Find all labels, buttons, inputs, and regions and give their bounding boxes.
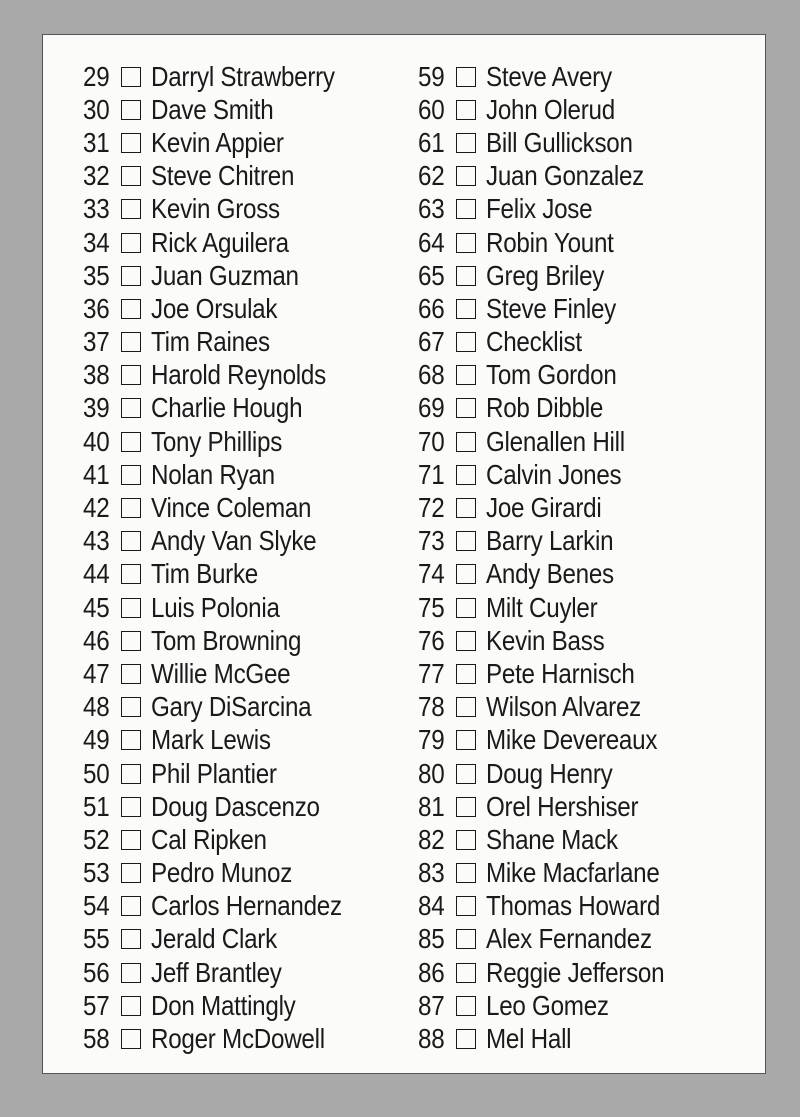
checkbox[interactable] <box>121 498 141 518</box>
checkbox[interactable] <box>456 498 476 518</box>
checklist-row <box>418 558 738 591</box>
checklist-row <box>83 757 403 790</box>
checklist-row <box>83 259 403 292</box>
card-number: 49 <box>83 724 110 756</box>
checklist-row <box>83 591 403 624</box>
checkbox[interactable] <box>456 332 476 352</box>
checkbox[interactable] <box>121 764 141 784</box>
checklist-row <box>83 724 403 757</box>
card-number: 61 <box>418 126 445 158</box>
checkbox[interactable] <box>121 863 141 883</box>
player-name: Joe Orsulak <box>151 292 278 324</box>
checklist-row <box>418 1022 738 1055</box>
checklist-card <box>42 34 766 1074</box>
card-number: 48 <box>83 691 110 723</box>
checklist-row <box>418 392 738 425</box>
checkbox[interactable] <box>121 1029 141 1049</box>
checklist-left-column <box>83 60 403 1056</box>
card-number: 84 <box>418 890 445 922</box>
card-number: 44 <box>83 558 110 590</box>
card-number: 83 <box>418 857 445 889</box>
checklist-row <box>83 624 403 657</box>
card-number: 35 <box>83 259 110 291</box>
player-name: Reggie Jefferson <box>486 956 665 988</box>
card-number: 76 <box>418 624 445 656</box>
checklist-row <box>418 193 738 226</box>
card-number: 43 <box>83 525 110 557</box>
checklist-row <box>418 923 738 956</box>
player-name: Kevin Gross <box>151 193 280 225</box>
player-name: Calvin Jones <box>486 458 622 490</box>
card-number: 71 <box>418 458 445 490</box>
player-name: Pedro Munoz <box>151 857 293 889</box>
checklist-row <box>418 458 738 491</box>
card-number: 86 <box>418 956 445 988</box>
checkbox[interactable] <box>121 299 141 319</box>
checkbox[interactable] <box>121 996 141 1016</box>
checkbox[interactable] <box>121 432 141 452</box>
card-number: 46 <box>83 624 110 656</box>
player-name: Barry Larkin <box>486 525 614 557</box>
card-number: 66 <box>418 292 445 324</box>
checkbox[interactable] <box>121 697 141 717</box>
player-name: Milt Cuyler <box>486 591 598 623</box>
card-number: 45 <box>83 591 110 623</box>
checklist-row <box>83 691 403 724</box>
checkbox[interactable] <box>456 266 476 286</box>
player-name: Harold Reynolds <box>151 359 326 391</box>
card-number: 78 <box>418 691 445 723</box>
checklist-row <box>418 757 738 790</box>
card-number: 53 <box>83 857 110 889</box>
player-name: Leo Gomez <box>486 989 609 1021</box>
player-name: Tim Raines <box>151 326 270 358</box>
checkbox[interactable] <box>456 730 476 750</box>
card-number: 63 <box>418 193 445 225</box>
checklist-row <box>418 790 738 823</box>
checkbox[interactable] <box>456 531 476 551</box>
card-number: 55 <box>83 923 110 955</box>
player-name: Pete Harnisch <box>486 657 635 689</box>
checklist-row <box>83 923 403 956</box>
card-number: 47 <box>83 657 110 689</box>
checklist-row <box>83 790 403 823</box>
checkbox[interactable] <box>121 398 141 418</box>
checkbox[interactable] <box>456 67 476 87</box>
checklist-right-column <box>418 60 738 1056</box>
player-name: Jeff Brantley <box>151 956 282 988</box>
checklist-row <box>418 823 738 856</box>
player-name: Cal Ripken <box>151 823 267 855</box>
checklist-row <box>83 857 403 890</box>
checkbox[interactable] <box>456 1029 476 1049</box>
card-number: 73 <box>418 525 445 557</box>
checklist-row <box>418 691 738 724</box>
checklist-row <box>418 657 738 690</box>
card-number: 52 <box>83 823 110 855</box>
checklist-row <box>83 226 403 259</box>
checkbox[interactable] <box>456 929 476 949</box>
checkbox[interactable] <box>456 896 476 916</box>
checkbox[interactable] <box>456 432 476 452</box>
checklist-row <box>418 326 738 359</box>
card-number: 41 <box>83 458 110 490</box>
player-name: Mike Devereaux <box>486 724 658 756</box>
card-number: 68 <box>418 359 445 391</box>
player-name: Rick Aguilera <box>151 226 289 258</box>
card-number: 37 <box>83 326 110 358</box>
player-name: Vince Coleman <box>151 492 312 524</box>
card-number: 72 <box>418 492 445 524</box>
checkbox[interactable] <box>456 664 476 684</box>
card-number: 58 <box>83 1023 110 1055</box>
checkbox[interactable] <box>456 166 476 186</box>
checkbox[interactable] <box>121 465 141 485</box>
checkbox[interactable] <box>121 797 141 817</box>
checkbox[interactable] <box>121 133 141 153</box>
player-name: Dave Smith <box>151 93 274 125</box>
checkbox[interactable] <box>121 730 141 750</box>
card-number: 38 <box>83 359 110 391</box>
player-name: Shane Mack <box>486 823 618 855</box>
card-number: 29 <box>83 60 110 92</box>
player-name: Checklist <box>486 326 582 358</box>
checklist-row <box>83 292 403 325</box>
checklist-row <box>418 259 738 292</box>
player-name: Gary DiSarcina <box>151 691 312 723</box>
checkbox[interactable] <box>456 365 476 385</box>
checklist-row <box>83 326 403 359</box>
player-name: Andy Benes <box>486 558 614 590</box>
card-number: 42 <box>83 492 110 524</box>
checkbox[interactable] <box>121 233 141 253</box>
player-name: John Olerud <box>486 93 615 125</box>
card-number: 59 <box>418 60 445 92</box>
player-name: Kevin Bass <box>486 624 605 656</box>
checkbox[interactable] <box>456 631 476 651</box>
checkbox[interactable] <box>456 100 476 120</box>
checklist-row <box>83 989 403 1022</box>
checkbox[interactable] <box>456 764 476 784</box>
checklist-row <box>418 160 738 193</box>
checklist-row <box>418 491 738 524</box>
checklist-row <box>83 956 403 989</box>
checkbox[interactable] <box>121 963 141 983</box>
checklist-row <box>83 1022 403 1055</box>
checklist-row <box>418 425 738 458</box>
player-name: Juan Guzman <box>151 259 299 291</box>
checklist-row <box>418 292 738 325</box>
checkbox[interactable] <box>456 697 476 717</box>
checkbox[interactable] <box>121 332 141 352</box>
card-number: 64 <box>418 226 445 258</box>
player-name: Greg Briley <box>486 259 605 291</box>
checkbox[interactable] <box>456 564 476 584</box>
checkbox[interactable] <box>121 100 141 120</box>
player-name: Steve Avery <box>486 60 612 92</box>
checklist-row <box>83 657 403 690</box>
checklist-row <box>83 558 403 591</box>
card-number: 88 <box>418 1023 445 1055</box>
player-name: Alex Fernandez <box>486 923 652 955</box>
checkbox[interactable] <box>121 664 141 684</box>
checklist-row <box>83 60 403 93</box>
checkbox[interactable] <box>456 398 476 418</box>
player-name: Rob Dibble <box>486 392 604 424</box>
checklist-row <box>418 890 738 923</box>
checklist-row <box>83 93 403 126</box>
checklist-row <box>83 491 403 524</box>
card-number: 34 <box>83 226 110 258</box>
player-name: Thomas Howard <box>486 890 661 922</box>
card-number: 69 <box>418 392 445 424</box>
player-name: Tim Burke <box>151 558 258 590</box>
player-name: Don Mattingly <box>151 989 296 1021</box>
player-name: Juan Gonzalez <box>486 160 645 192</box>
checkbox[interactable] <box>121 365 141 385</box>
checklist-row <box>418 525 738 558</box>
player-name: Doug Henry <box>486 757 613 789</box>
checklist-row <box>83 458 403 491</box>
card-number: 31 <box>83 126 110 158</box>
checkbox[interactable] <box>121 896 141 916</box>
checkbox[interactable] <box>456 465 476 485</box>
checklist-row <box>83 193 403 226</box>
checkbox[interactable] <box>456 797 476 817</box>
checklist-row <box>418 591 738 624</box>
card-number: 81 <box>418 790 445 822</box>
player-name: Phil Plantier <box>151 757 277 789</box>
card-number: 60 <box>418 93 445 125</box>
card-number: 77 <box>418 657 445 689</box>
player-name: Mel Hall <box>486 1023 572 1055</box>
player-name: Charlie Hough <box>151 392 303 424</box>
player-name: Darryl Strawberry <box>151 60 335 92</box>
checkbox[interactable] <box>456 299 476 319</box>
checklist-row <box>418 989 738 1022</box>
card-number: 51 <box>83 790 110 822</box>
player-name: Steve Finley <box>486 292 616 324</box>
player-name: Glenallen Hill <box>486 425 625 457</box>
card-number: 82 <box>418 823 445 855</box>
player-name: Roger McDowell <box>151 1023 325 1055</box>
card-number: 32 <box>83 160 110 192</box>
checkbox[interactable] <box>121 67 141 87</box>
card-number: 65 <box>418 259 445 291</box>
card-number: 80 <box>418 757 445 789</box>
checklist-row <box>418 93 738 126</box>
checkbox[interactable] <box>121 266 141 286</box>
card-number: 74 <box>418 558 445 590</box>
card-number: 67 <box>418 326 445 358</box>
player-name: Felix Jose <box>486 193 593 225</box>
checkbox[interactable] <box>121 598 141 618</box>
checklist-row <box>418 60 738 93</box>
checklist-row <box>83 160 403 193</box>
checkbox[interactable] <box>456 199 476 219</box>
checkbox[interactable] <box>121 631 141 651</box>
checkbox[interactable] <box>456 598 476 618</box>
player-name: Kevin Appier <box>151 126 284 158</box>
checkbox[interactable] <box>121 564 141 584</box>
checklist-row <box>83 392 403 425</box>
checklist-row <box>418 226 738 259</box>
card-number: 57 <box>83 989 110 1021</box>
checkbox[interactable] <box>456 863 476 883</box>
card-number: 40 <box>83 425 110 457</box>
checklist-row <box>83 890 403 923</box>
card-number: 75 <box>418 591 445 623</box>
checklist-row <box>418 956 738 989</box>
card-number: 54 <box>83 890 110 922</box>
checklist-row <box>83 359 403 392</box>
player-name: Andy Van Slyke <box>151 525 317 557</box>
player-name: Jerald Clark <box>151 923 277 955</box>
checklist-row <box>418 857 738 890</box>
checkbox[interactable] <box>121 531 141 551</box>
player-name: Carlos Hernandez <box>151 890 342 922</box>
checklist-row <box>83 823 403 856</box>
card-number: 39 <box>83 392 110 424</box>
card-number: 79 <box>418 724 445 756</box>
player-name: Joe Girardi <box>486 492 602 524</box>
checkbox[interactable] <box>121 830 141 850</box>
player-name: Mark Lewis <box>151 724 271 756</box>
card-number: 70 <box>418 425 445 457</box>
player-name: Orel Hershiser <box>486 790 639 822</box>
checkbox[interactable] <box>456 963 476 983</box>
checkbox[interactable] <box>456 996 476 1016</box>
checkbox[interactable] <box>121 929 141 949</box>
checklist-row <box>418 126 738 159</box>
checkbox[interactable] <box>121 199 141 219</box>
card-number: 36 <box>83 292 110 324</box>
player-name: Wilson Alvarez <box>486 691 642 723</box>
checklist-row <box>83 425 403 458</box>
player-name: Tom Browning <box>151 624 302 656</box>
player-name: Luis Polonia <box>151 591 280 623</box>
player-name: Bill Gullickson <box>486 126 633 158</box>
player-name: Tony Phillips <box>151 425 283 457</box>
card-number: 62 <box>418 160 445 192</box>
checkbox[interactable] <box>456 830 476 850</box>
card-number: 30 <box>83 93 110 125</box>
player-name: Willie McGee <box>151 657 291 689</box>
checklist-row <box>418 624 738 657</box>
checklist-row <box>418 724 738 757</box>
checkbox[interactable] <box>456 233 476 253</box>
card-number: 50 <box>83 757 110 789</box>
card-number: 33 <box>83 193 110 225</box>
player-name: Doug Dascenzo <box>151 790 320 822</box>
player-name: Steve Chitren <box>151 160 295 192</box>
card-number: 85 <box>418 923 445 955</box>
checklist-row <box>83 126 403 159</box>
player-name: Nolan Ryan <box>151 458 275 490</box>
card-number: 56 <box>83 956 110 988</box>
checkbox[interactable] <box>456 133 476 153</box>
checkbox[interactable] <box>121 166 141 186</box>
player-name: Mike Macfarlane <box>486 857 660 889</box>
player-name: Tom Gordon <box>486 359 617 391</box>
card-number: 87 <box>418 989 445 1021</box>
player-name: Robin Yount <box>486 226 614 258</box>
checklist-row <box>83 525 403 558</box>
checklist-row <box>418 359 738 392</box>
